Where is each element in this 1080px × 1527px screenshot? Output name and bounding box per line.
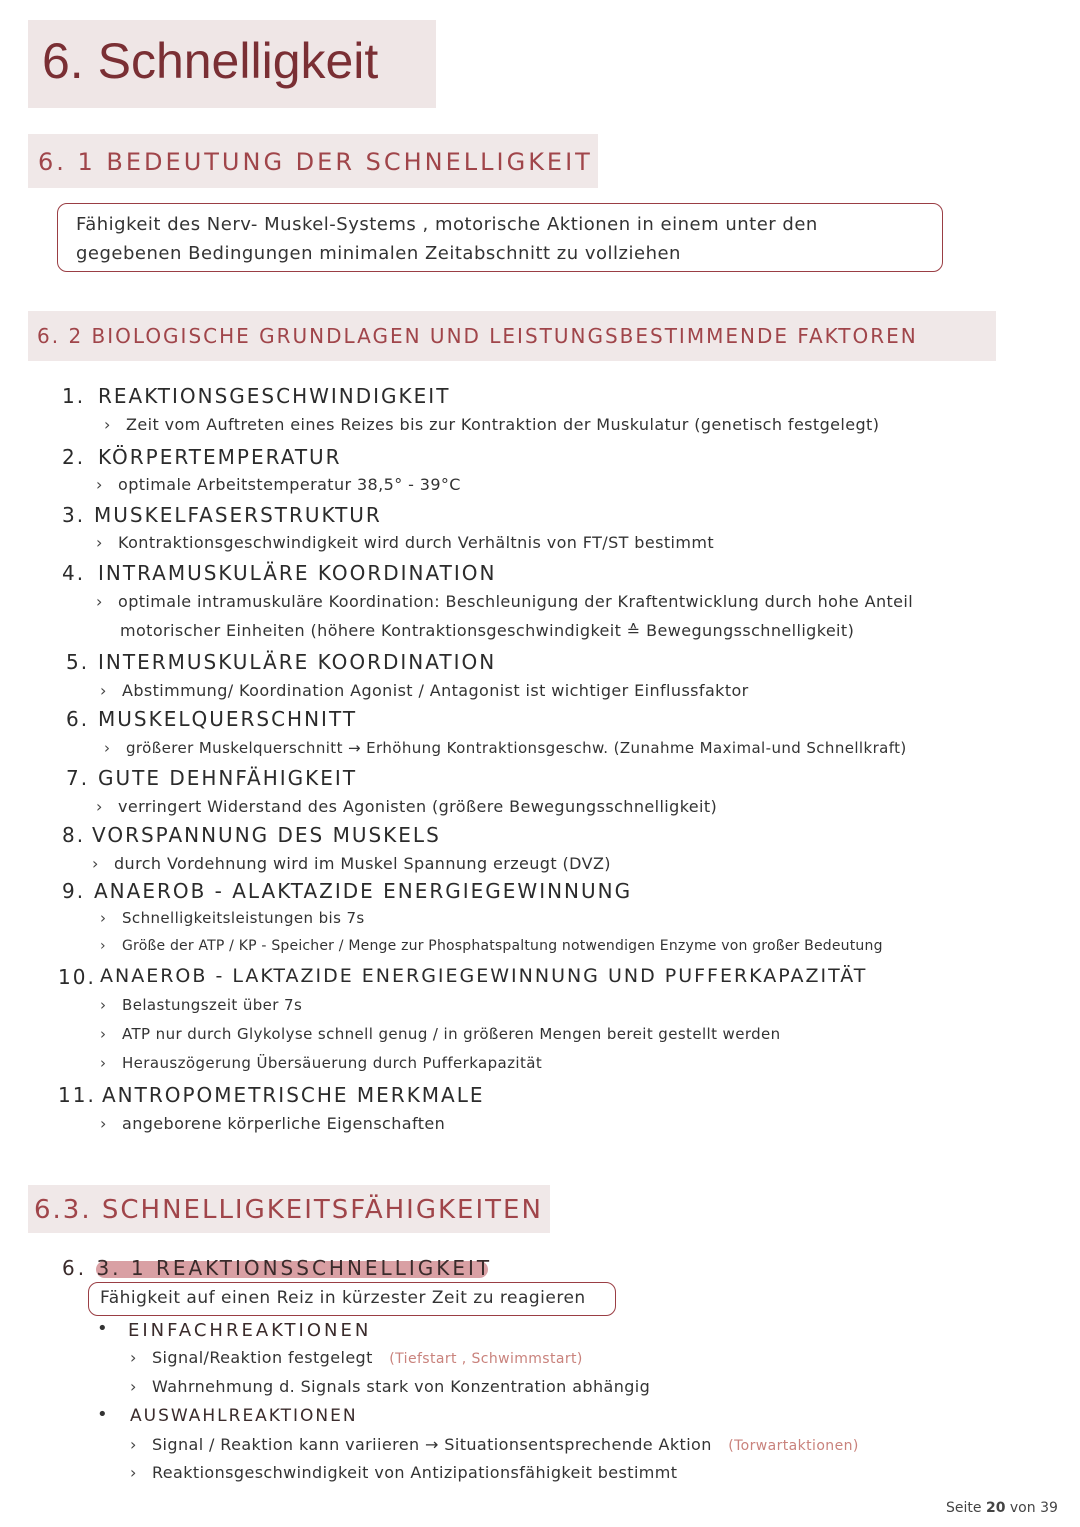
factor-bullet: › angeborene körperliche Eigenschaften: [100, 1114, 446, 1133]
factor-bullet: › Größe der ATP / KP - Speicher / Menge zur Phosphatspaltung notwendigen Enzyme von großer Bedeutung: [100, 938, 883, 954]
chevron-right-icon: ›: [100, 938, 106, 954]
subsection-heading: 6. 3. 1 REAKTIONSSCHNELLIGKEIT: [62, 1256, 493, 1280]
definition-line-1: Fähigkeit des Nerv- Muskel-Systems , motorische Aktionen in einem unter den: [76, 214, 818, 235]
chevron-right-icon: ›: [130, 1348, 137, 1367]
factor-number: 10.: [58, 965, 96, 989]
bullet-dot-icon: •: [97, 1404, 108, 1425]
chevron-right-icon: ›: [130, 1463, 137, 1482]
example-note: (Torwartaktionen): [728, 1438, 859, 1454]
chevron-right-icon: ›: [100, 1025, 107, 1043]
factor-title: MUSKELFASERSTRUKTUR: [94, 503, 382, 527]
factor-bullet: › größerer Muskelquerschnitt → Erhöhung Kontraktionsgeschw. (Zunahme Maximal-und Schnellkraft): [104, 739, 907, 757]
bullet-dot-icon: •: [97, 1318, 108, 1339]
section-1-heading: 6. 1 BEDEUTUNG DER SCHNELLIGKEIT: [38, 148, 593, 176]
factor-number: 9.: [62, 879, 86, 903]
factor-bullet: › verringert Widerstand des Agonisten (größere Bewegungsschnelligkeit): [96, 797, 718, 816]
factor-title: VORSPANNUNG DES MUSKELS: [92, 823, 441, 847]
reaction-bullet: › Signal / Reaktion kann variieren → Situationsentsprechende Aktion (Torwartaktionen): [130, 1435, 859, 1454]
factor-title: ANTROPOMETRISCHE MERKMALE: [102, 1083, 485, 1107]
factor-title: INTERMUSKULÄRE KOORDINATION: [98, 650, 497, 674]
factor-title: ANAEROB - ALAKTAZIDE ENERGIEGEWINNUNG: [94, 879, 633, 903]
factor-number: 6.: [66, 707, 90, 731]
factor-bullet: › Herauszögerung Übersäuerung durch Pufferkapazität: [100, 1054, 543, 1072]
reaction-group-title: EINFACHREAKTIONEN: [128, 1320, 372, 1341]
reaction-bullet: › Wahrnehmung d. Signals stark von Konzentration abhängig: [130, 1377, 651, 1396]
factor-bullet: › Abstimmung/ Koordination Agonist / Antagonist ist wichtiger Einflussfaktor: [100, 681, 749, 700]
factor-number: 3.: [62, 503, 86, 527]
chevron-right-icon: ›: [100, 996, 107, 1014]
reaction-group-title: AUSWAHLREAKTIONEN: [130, 1406, 358, 1426]
chevron-right-icon: ›: [130, 1435, 137, 1454]
factor-title: INTRAMUSKULÄRE KOORDINATION: [98, 561, 497, 585]
factor-number: 8.: [62, 823, 86, 847]
factor-bullet: › optimale intramuskuläre Koordination: Beschleunigung der Kraftentwicklung durch hohe Anteil: [96, 592, 914, 611]
chevron-right-icon: ›: [130, 1377, 137, 1396]
chevron-right-icon: ›: [100, 1054, 107, 1072]
factor-bullet-continuation: motorischer Einheiten (höhere Kontraktionsgeschwindigkeit ≙ Bewegungsschnelligkeit): [120, 621, 855, 640]
factor-title: ANAEROB - LAKTAZIDE ENERGIEGEWINNUNG UND PUFFERKAPAZITÄT: [100, 965, 868, 987]
factor-bullet: › ATP nur durch Glykolyse schnell genug / in größeren Mengen bereit gestellt werden: [100, 1025, 781, 1043]
reaction-bullet: › Reaktionsgeschwindigkeit von Antizipationsfähigkeit bestimmt: [130, 1463, 678, 1482]
factor-bullet: › optimale Arbeitstemperatur 38,5° - 39°C: [96, 475, 461, 494]
page-number: Seite 20 von 39: [946, 1500, 1058, 1516]
factor-bullet: › Belastungszeit über 7s: [100, 996, 303, 1014]
chevron-right-icon: ›: [104, 739, 111, 757]
chevron-right-icon: ›: [96, 475, 103, 494]
chevron-right-icon: ›: [96, 797, 103, 816]
chevron-right-icon: ›: [96, 533, 103, 552]
example-note: (Tiefstart , Schwimmstart): [389, 1351, 583, 1367]
chevron-right-icon: ›: [100, 909, 107, 927]
factor-bullet: › Zeit vom Auftreten eines Reizes bis zur Kontraktion der Muskulatur (genetisch festgelegt): [104, 415, 880, 434]
definition-line-2: gegebenen Bedingungen minimalen Zeitabschnitt zu vollziehen: [76, 243, 681, 264]
section-3-heading: 6.3. SCHNELLIGKEITSFÄHIGKEITEN: [34, 1195, 543, 1225]
chevron-right-icon: ›: [92, 854, 99, 873]
section-2-heading: 6. 2 BIOLOGISCHE GRUNDLAGEN UND LEISTUNGSBESTIMMENDE FAKTOREN: [37, 324, 918, 348]
factor-title: GUTE DEHNFÄHIGKEIT: [98, 766, 358, 790]
factor-number: 4.: [62, 561, 86, 585]
chevron-right-icon: ›: [100, 681, 107, 700]
factor-bullet: › durch Vordehnung wird im Muskel Spannung erzeugt (DVZ): [92, 854, 611, 873]
factor-bullet: › Kontraktionsgeschwindigkeit wird durch Verhältnis von FT/ST bestimmt: [96, 533, 714, 552]
chevron-right-icon: ›: [96, 592, 103, 611]
chevron-right-icon: ›: [100, 1114, 107, 1133]
factor-number: 7.: [66, 766, 90, 790]
factor-title: REAKTIONSGESCHWINDIGKEIT: [98, 384, 451, 408]
factor-title: MUSKELQUERSCHNITT: [98, 707, 358, 731]
reaction-bullet: › Signal/Reaktion festgelegt (Tiefstart , Schwimmstart): [130, 1348, 583, 1367]
chevron-right-icon: ›: [104, 415, 111, 434]
factor-number: 1.: [62, 384, 86, 408]
reaction-definition: Fähigkeit auf einen Reiz in kürzester Zeit zu reagieren: [100, 1288, 586, 1308]
factor-title: KÖRPERTEMPERATUR: [98, 445, 342, 469]
page-title: 6. Schnelligkeit: [42, 33, 379, 89]
factor-number: 11.: [58, 1083, 96, 1107]
factor-number: 2.: [62, 445, 86, 469]
factor-number: 5.: [66, 650, 90, 674]
factor-bullet: › Schnelligkeitsleistungen bis 7s: [100, 909, 365, 927]
